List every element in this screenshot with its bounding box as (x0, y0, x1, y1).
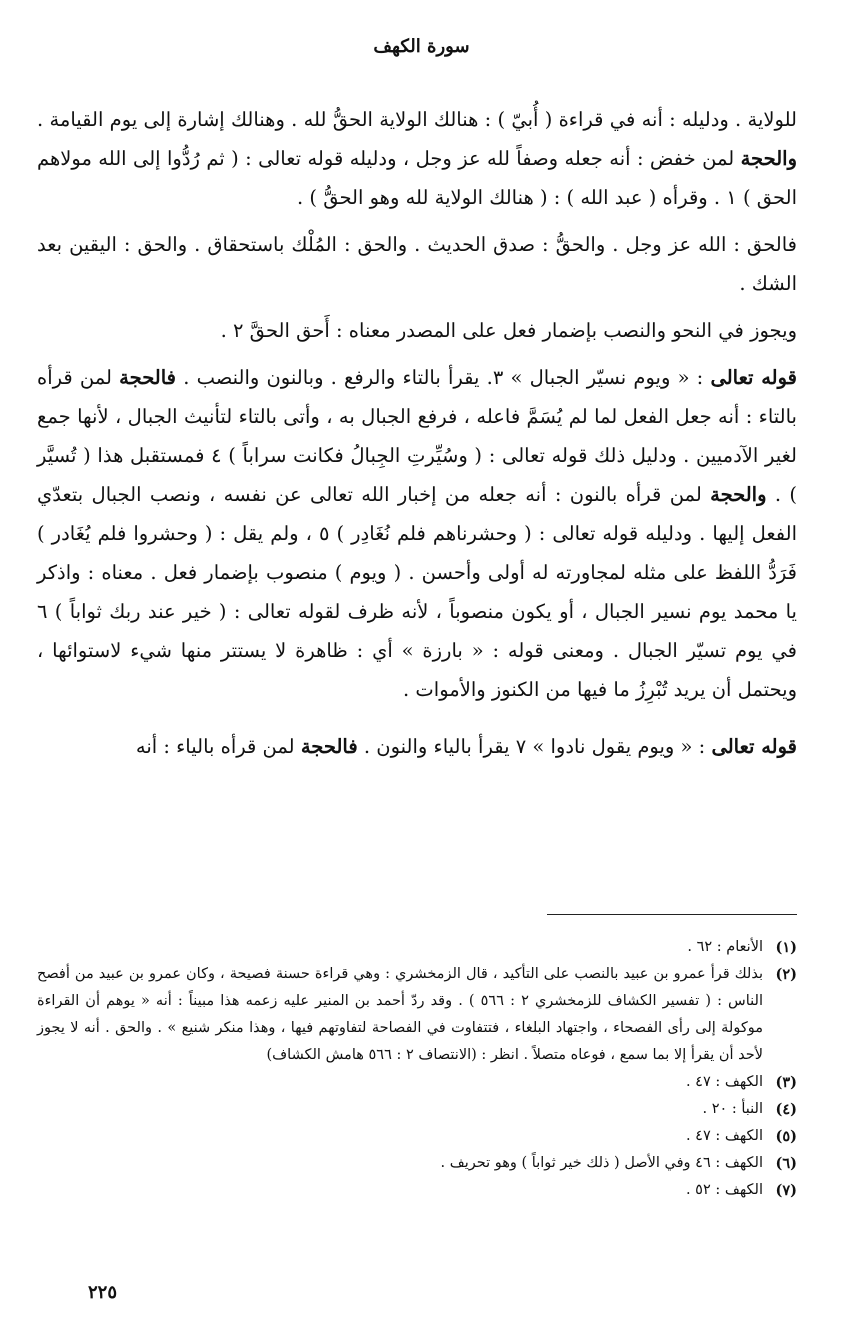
paragraph-4-part-a: : « ويوم نسيّر الجبال » ٣. يقرأ بالتاء والرفع . وبالنون والنصب . (183, 366, 704, 389)
footnote-text: الكهف : ٤٦ وفي الأصل ( ذلك خير ثواباً ) وهو تحريف . (440, 1155, 763, 1171)
footnote-text: الكهف : ٥٢ . (685, 1182, 763, 1198)
paragraph-5-part-b: لمن قرأه بالياء : أنه (135, 735, 295, 758)
paragraph-1-rest: لمن خفض : أنه جعله وصفاً لله عز وجل ، ودليله قوله تعالى : ( ثم رُدُّوا إلى الله مولاهم الحق ) ١ . وقرأه ( عبد الله ) : ( هنالك الولاية لله وهو الحقُّ ) . (37, 147, 797, 209)
paragraph-1-text: للولاية . ودليله : أنه في قراءة ( أُبيّ ) : هنالك الولاية الحقُّ لله . وهنالك إشارة إلى يوم القيامة . (37, 108, 797, 131)
paragraph-4-part-c: لمن قرأه بالنون : أنه جعله من إخبار الله تعالى عن نفسه ، ونصب الجبال بتعدّي الفعل إليها . ودليله قوله تعالى : ( وحشرناهم فلم نُغَادِر ) ٥ ، ولم يقل : ( وحشروا فلم يُغَادر ) فَرَدُّ اللفظ على مثله لمجاورته له أولى وأحسن . ( ويوم ) منصوب بإضمار فعل . معناه : واذكر يا محمد يوم نسير الجبال ، أو يكون منصوباً ، لأنه ظرف لقوله تعالى : ( خير عند ربك ثواباً ) ٦ في يوم تسيّر الجبال . ومعنى قوله : « بارزة » أي : ظاهرة لا يستتر منها شيء لاستوائها ، ويحتمل أن يريد تُبْرِزُ ما فيها من الكنوز والأموات . (37, 483, 797, 701)
footnote-2 (37, 961, 797, 1069)
footnote-number: (٥) (775, 1128, 797, 1145)
footnote-6 (37, 1150, 797, 1177)
paragraph-2: فالحق : الله عز وجل . والحقُّ : صدق الحديث . والحق : المُلْك باستحقاق . والحق : اليقين بعد الشك . (37, 233, 797, 295)
footnote-number: (٣) (775, 1074, 797, 1091)
footnote-text: الأنعام : ٦٢ . (687, 939, 763, 955)
footnote-text: الكهف : ٤٧ . (685, 1128, 763, 1144)
footnote-divider (547, 914, 797, 915)
keyword-fal-hujja: فالحجة (119, 366, 176, 389)
paragraph-3: ويجوز في النحو والنصب بإضمار فعل على المصدر معناه : أَحق الحقَّ ٢ . (220, 319, 797, 342)
keyword-fal-hujja-2: فالحجة (300, 735, 358, 758)
keyword-qawluhu: قوله تعالى (710, 366, 797, 389)
keyword-wal-hujja: والحجة (710, 483, 767, 506)
keyword-qawluhu-2: قوله تعالى (711, 735, 797, 758)
footnote-3 (37, 1069, 797, 1096)
paragraph-4 (37, 358, 797, 709)
footnote-number: (١) (775, 939, 797, 956)
footnote-text: الكهف : ٤٧ . (685, 1074, 763, 1090)
footnote-number: (٧) (775, 1182, 797, 1199)
footnote-number: (٢) (775, 966, 797, 983)
page-number: ٢٢٥ (87, 1282, 117, 1303)
footnote-4 (37, 1096, 797, 1123)
footnote-1 (37, 934, 797, 961)
footnote-7 (37, 1177, 797, 1204)
page-title: سورة الكهف (373, 36, 470, 57)
footnote-text: بذلك قرأ عمرو بن عبيد بالنصب على التأكيد ، قال الزمخشري : وهي قراءة حسنة فصيحة ، وكان عمرو بن عبيد من أفصح الناس : ( تفسير الكشاف للزمخشري ٢ : ٥٦٦ ) . وقد ردّ أحمد بن المنير عليه زعمه هذا مبيناً : أنه « يوهم أن القراءة موكولة إلى رأى الفصحاء ، واجتهاد البلغاء ، فتتفاوت في الفصاحة لتفاوتهم فيها ، وهذا منكر شنيع » . والحق . أنه لا يجوز لأحد أن يقرأ إلا بما سمع ، فوعاه متصلاً . انظر : (الانتصاف ٢ : ٥٦٦ هامش الكشاف) (37, 966, 763, 1063)
paragraph-5 (37, 727, 797, 766)
footnote-5 (37, 1123, 797, 1150)
footnote-number: (٤) (775, 1101, 797, 1118)
paragraph-4-part-b: لمن قرأه بالتاء : أنه جعل الفعل لما لم يُسَمَّ فاعله ، فرفع الجبال به ، وأتى بالتاء لتأنيث الجبال ، لأنها جمع لغير الآدميين . ودليل ذلك قوله تعالى : ( وسُيِّرتِ الجِبالُ فكانت سراباً ) ٤ فمستقبل هذا ( تُسيَّر ) . (37, 366, 797, 506)
paragraph-5-part-a: : « ويوم يقول نادوا » ٧ يقرأ بالياء والنون . (363, 735, 706, 758)
paragraph-1 (37, 100, 797, 217)
footnotes (37, 934, 797, 1204)
footnote-number: (٦) (775, 1155, 797, 1172)
footnote-text: النبأ : ٢٠ . (702, 1101, 763, 1117)
main-text (37, 100, 797, 766)
keyword-hujja: والحجة (740, 147, 797, 170)
